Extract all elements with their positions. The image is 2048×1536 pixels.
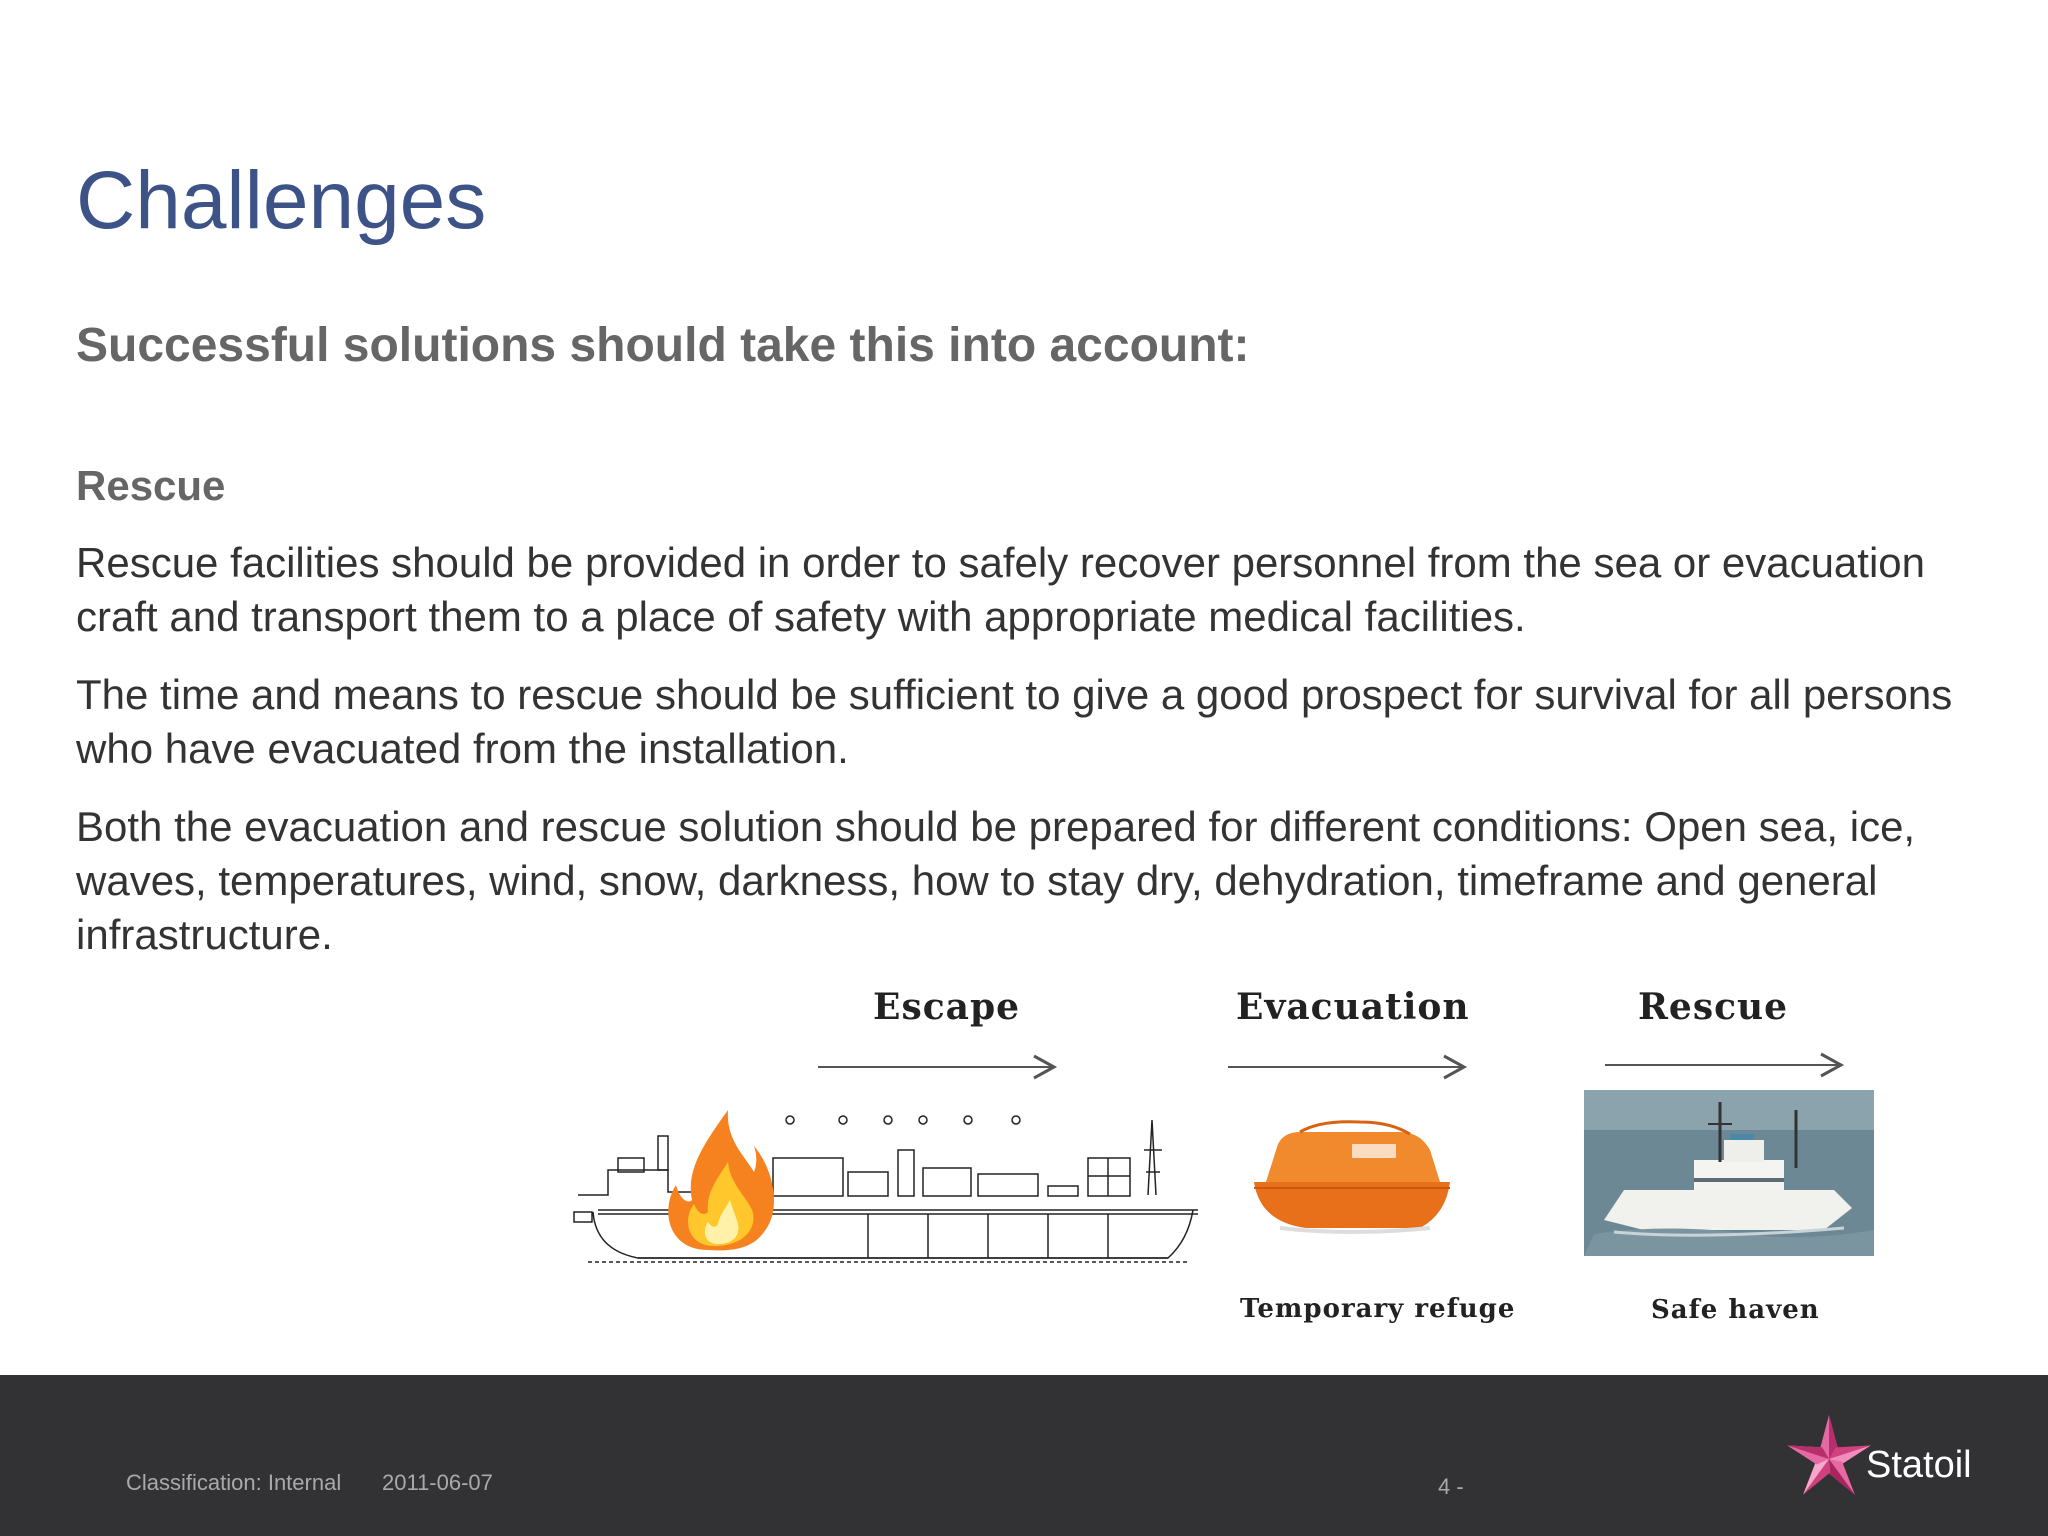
- stage-label-escape: Escape: [873, 986, 1021, 1028]
- paragraph-1: Rescue facilities should be provided in order to safely recover personnel from the sea or evacuation craft and transport them to a place of safety with appropriate medical facilities.: [76, 539, 1926, 640]
- slide-title: Challenges: [76, 155, 487, 246]
- fire-icon: [668, 1110, 774, 1250]
- stage-label-rescue: Rescue: [1638, 986, 1789, 1028]
- slide-subtitle: Successful solutions should take this into account:: [76, 319, 1250, 372]
- fpso-vessel-drawing-icon: [568, 1100, 1198, 1280]
- footer-page-number: 4 -: [1438, 1474, 1464, 1499]
- stage-label-evacuation: Evacuation: [1236, 986, 1470, 1028]
- section-heading-rescue: Rescue: [76, 462, 226, 509]
- footer-date: 2011-06-07: [382, 1470, 493, 1495]
- footer-bar: [0, 1375, 2048, 1536]
- statoil-logo-text: Statoil: [1866, 1444, 1972, 1486]
- caption-safe-haven: Safe haven: [1651, 1295, 1820, 1325]
- evacuation-arrow-icon: [1226, 1052, 1470, 1082]
- rescue-ship-image-icon: [1584, 1090, 1874, 1256]
- statoil-logo: [1782, 1412, 1982, 1512]
- paragraph-3: Both the evacuation and rescue solution should be prepared for different conditions: Open sea, ice, waves, temperatures, wind, snow, darkness, how to stay dry, dehydration, timeframe and general infrastructure.: [76, 803, 1916, 958]
- footer-classification: Classification: Internal: [126, 1470, 342, 1495]
- rescue-arrow-icon: [1603, 1050, 1847, 1080]
- caption-temporary-refuge: Temporary refuge: [1240, 1294, 1516, 1324]
- escape-arrow-icon: [816, 1052, 1060, 1082]
- lifeboat-image-icon: [1240, 1110, 1460, 1240]
- statoil-star-icon: [1782, 1412, 1876, 1506]
- paragraph-2: The time and means to rescue should be sufficient to give a good prospect for survival for all persons who have evacuated from the installation.: [76, 671, 1953, 772]
